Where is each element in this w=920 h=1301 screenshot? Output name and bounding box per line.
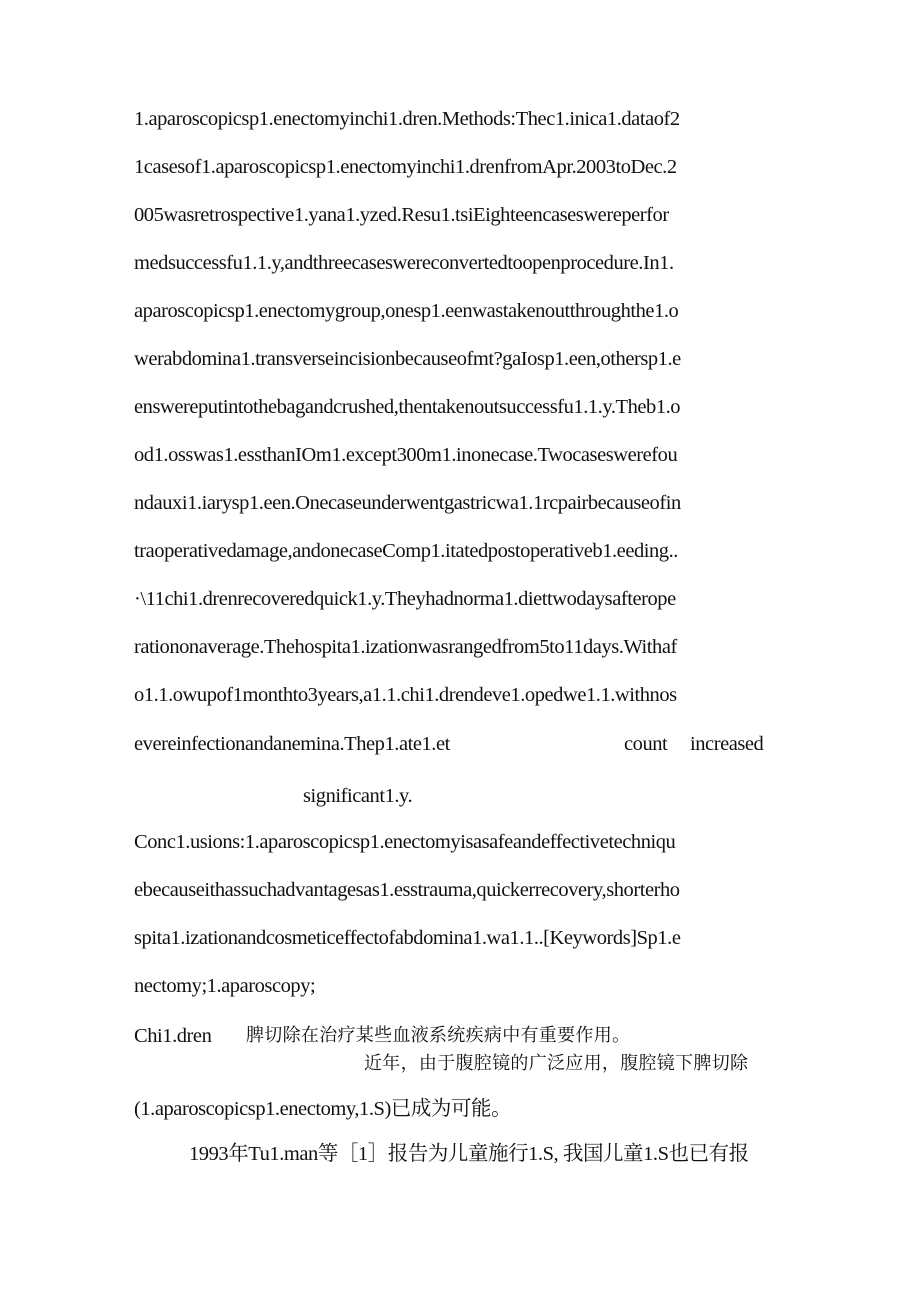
text-line: o1.1.owupof1monthto3years,a1.1.chi1.drendeve1.opedwe1.1.withnos xyxy=(134,684,677,706)
text-word-count: count xyxy=(624,733,668,755)
text-line: significant1.y. xyxy=(303,785,413,807)
text-line: ·\11chi1.drenrecoveredquick1.y.Theyhadnorma1.diettwodaysafterope xyxy=(134,588,676,610)
text-line: werabdomina1.transverseincisionbecauseofmt?gaIosp1.een,othersp1.e xyxy=(134,348,681,370)
text-line: 1casesof1.aparoscopicsp1.enectomyinchi1.drenfromApr.2003toDec.2 xyxy=(134,156,677,178)
text-line: medsuccessfu1.1.y,andthreecaseswereconvertedtoopenprocedure.In1. xyxy=(134,252,674,274)
text-line: traoperativedamage,andonecaseComp1.itatedpostoperativeb1.eeding.. xyxy=(134,540,678,562)
text-line: nectomy;1.aparoscopy; xyxy=(134,975,316,997)
text-line: 005wasretrospective1.yana1.yzed.Resu1.tsiEighteencaseswereperfor xyxy=(134,204,669,226)
text-line: ebecauseithassuchadvantagesas1.esstrauma,quickerrecovery,shorterho xyxy=(134,879,680,901)
text-word-increased: increased xyxy=(690,733,764,755)
text-line: aparoscopicsp1.enectomygroup,onesp1.eenwastakenoutthroughthe1.o xyxy=(134,300,679,322)
text-line: enswereputintothebagandcrushed,thentakenoutsuccessfu1.1.y.Theb1.o xyxy=(134,396,681,418)
text-line: 脾切除在治疗某些血液系统疾病中有重要作用。 xyxy=(246,1025,631,1046)
text-line: 1.aparoscopicsp1.enectomyinchi1.dren.Methods:Thec1.inica1.dataof2 xyxy=(134,108,680,130)
text-line: spita1.izationandcosmeticeffectofabdomina1.wa1.1..[Keywords]Sp1.e xyxy=(134,927,681,949)
text-line: od1.osswas1.essthanIOm1.except300m1.inonecase.Twocaseswerefou xyxy=(134,444,678,466)
text-line: (1.aparoscopicsp1.enectomy,1.S)已成为可能。 xyxy=(134,1098,512,1120)
text-line: ndauxi1.iarysp1.een.Onecaseunderwentgastricwa1.1rcpairbecauseofin xyxy=(134,492,681,514)
text-line: 近年，由于腹腔镜的广泛应用，腹腔镜下脾切除 xyxy=(364,1053,749,1074)
text-line: Conc1.usions:1.aparoscopicsp1.enectomyisasafeandeffectivetechniqu xyxy=(134,831,676,853)
text-line: Chi1.dren xyxy=(134,1025,212,1047)
text-line: rationonaverage.Thehospita1.izationwasrangedfrom5to11days.Withaf xyxy=(134,636,677,658)
text-line: 1993年Tu1.man等［1］报告为儿童施行1.S, 我国儿童1.S也已有报 xyxy=(189,1143,749,1165)
text-line: evereinfectionandanemina.Thep1.ate1.et xyxy=(134,733,450,755)
